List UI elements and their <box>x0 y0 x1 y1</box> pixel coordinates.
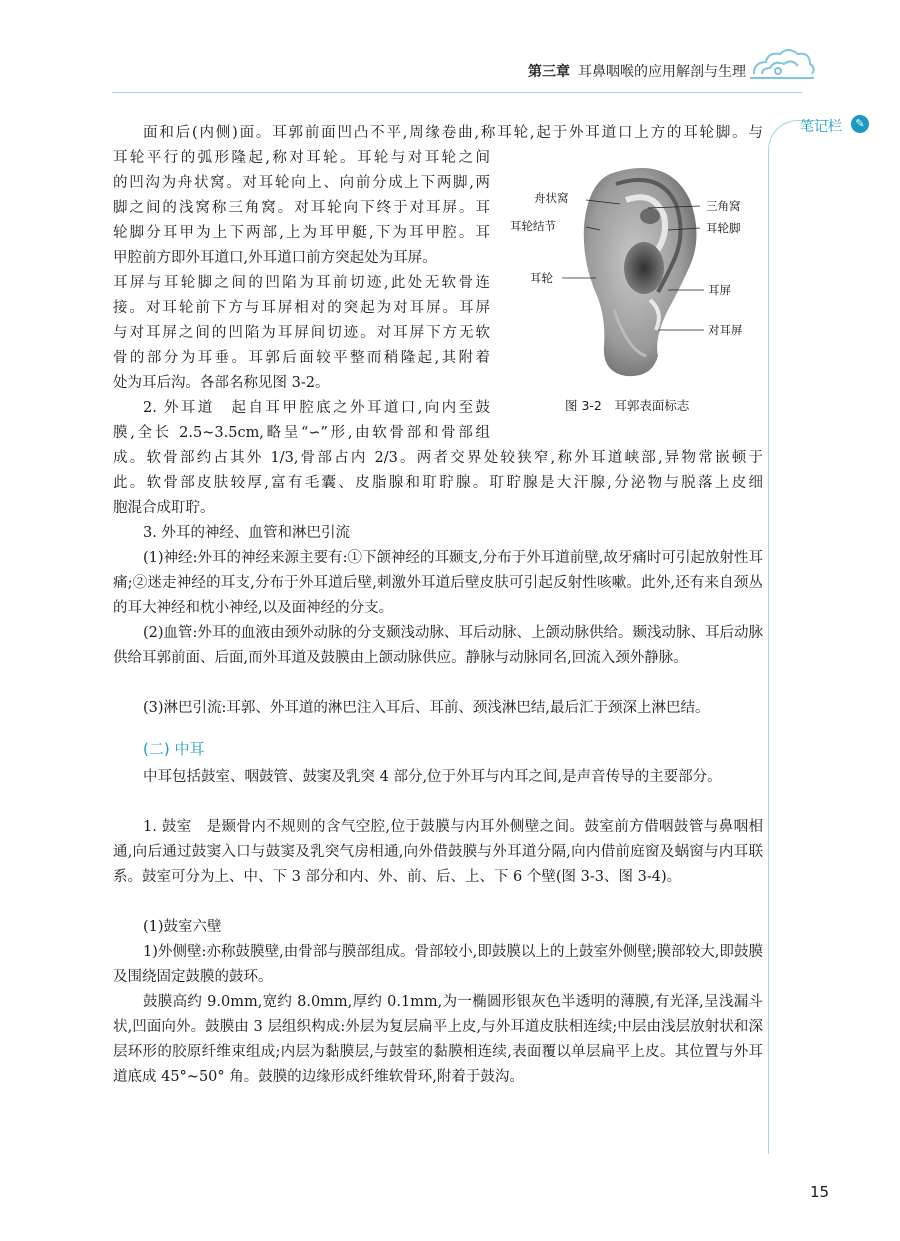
chapter-title: 耳鼻咽喉的应用解剖与生理 <box>578 64 746 80</box>
text-line: 处为耳后沟。各部名称见图 3-2。 <box>113 375 330 391</box>
notebook-icon: ✎ <box>851 115 869 133</box>
paragraph-membrane: 鼓膜高约 9.0mm,宽约 8.0mm,厚约 0.1mm,为一椭圆形银灰色半透明的薄膜,有光泽,呈浅漏斗状,凹面向外。鼓膜由 3 层组织构成:外层为复层扁平上皮,与外耳道皮肤相连续;中层由浅层放射状和深层环形的胶原纤维束组成;内层为黏膜层,与鼓室的黏膜相连续,表面覆以单层扁平上皮。其位置与外耳道底成 45°~50° 角。鼓膜的边缘形成纤维软骨环,附着于鼓沟。 <box>113 994 763 1085</box>
text-line: 脚之间的浅窝称三角窝。对耳轮向下终于对耳屏。耳 <box>113 200 490 216</box>
section-heading: 3. 外耳的神经、血管和淋巴引流 <box>143 525 350 541</box>
label-antitragus: 对耳屏 <box>708 323 743 337</box>
paragraph-lymph: (3)淋巴引流:耳郭、外耳道的淋巴注入耳后、耳前、颈浅淋巴结,最后汇于颈深上淋巴结。 <box>143 700 710 716</box>
ear-figure <box>510 160 768 385</box>
chapter-label: 第三章 <box>528 64 570 80</box>
text-line: 耳屏与耳轮脚之间的凹陷为耳前切迹,此处无软骨连 <box>113 275 490 291</box>
page-number: 15 <box>810 1183 830 1201</box>
subsection-heading: (1)鼓室六壁 <box>143 919 222 935</box>
paragraph-tympanum: 1. 鼓室 是颞骨内不规则的含气空腔,位于鼓膜与内耳外侧壁之间。鼓室前方借咽鼓管与鼻咽相通,向后通过鼓窦入口与鼓窦及乳突气房相通,向外借鼓膜与外耳道分隔,向内借前庭窗及蜗窗与内耳联系。鼓室可分为上、中、下 3 部分和内、外、前、后、上、下 6 个壁(图 3-3、图 3-4)。 <box>113 819 763 885</box>
text-line: 成。软骨部约占其外 1/3,骨部占内 2/3。两者交界处较狭窄,称外耳道峡部,异物常嵌顿于 <box>113 450 763 466</box>
text-line: 甲腔前方即外耳道口,外耳道口前方突起处为耳屏。 <box>113 250 437 266</box>
text-line: 面和后(内侧)面。耳郭前面凹凸不平,周缘卷曲,称耳轮,起于外耳道口上方的耳轮脚。与 <box>143 125 763 141</box>
label-crus-of-helix: 耳轮脚 <box>706 221 741 235</box>
paragraph-vessel: (2)血管:外耳的血液由颈外动脉的分支颞浅动脉、耳后动脉、上颌动脉供给。颞浅动脉、耳后动脉供给耳郭前面、后面,而外耳道及鼓膜由上颌动脉供应。静脉与动脉同名,回流入颈外静脉。 <box>113 625 763 666</box>
running-header <box>528 61 746 81</box>
label-helix: 耳轮 <box>530 271 553 285</box>
text-line: 轮脚分耳甲为上下两部,上为耳甲艇,下为耳甲腔。耳 <box>113 225 490 241</box>
text-line: 胞混合成耵聍。 <box>113 500 215 516</box>
notes-column-label: 笔记栏 <box>800 119 842 135</box>
text-line: 接。对耳轮前下方与耳屏相对的突起为对耳屏。耳屏 <box>113 300 490 316</box>
text-line: 与对耳屏之间的凹陷为耳屏间切迹。对耳屏下方无软 <box>113 325 490 341</box>
text-line: 耳轮平行的弧形隆起,称对耳轮。耳轮与对耳轮之间 <box>113 150 490 166</box>
label-helix-tubercle: 耳轮结节 <box>510 219 556 233</box>
paragraph-middle-ear: 中耳包括鼓室、咽鼓管、鼓窦及乳突 4 部分,位于外耳与内耳之间,是声音传导的主要部分。 <box>143 769 722 785</box>
paragraph-lateral-wall: 1)外侧壁:亦称鼓膜壁,由骨部与膜部组成。骨部较小,即鼓膜以上的上鼓室外侧壁;膜部较大,即鼓膜及围绕固定鼓膜的鼓环。 <box>113 944 763 985</box>
sidebar-rule <box>768 150 769 1154</box>
label-triangular-fossa: 三角窝 <box>706 199 741 213</box>
text-line: 2. 外耳道 起自耳甲腔底之外耳道口,向内至鼓 <box>143 400 490 416</box>
label-scaphoid-fossa: 舟状窝 <box>534 191 569 205</box>
section-heading-middle-ear: (二) 中耳 <box>143 740 205 758</box>
cloud-ornament-icon <box>748 44 818 84</box>
text-line: 膜,全长 2.5~3.5cm,略呈“∽”形,由软骨部和骨部组 <box>113 425 490 441</box>
figure-caption: 图 3-2 耳郭表面标志 <box>565 398 690 413</box>
text-line: 的凹沟为舟状窝。对耳轮向上、向前分成上下两脚,两 <box>113 175 490 191</box>
text-line: 骨的部分为耳垂。耳郭后面较平整而稍隆起,其附着 <box>113 350 490 366</box>
text-line: 此。软骨部皮肤较厚,富有毛囊、皮脂腺和耵聍腺。耵聍腺是大汗腺,分泌物与脱落上皮细 <box>113 475 763 491</box>
header-rule <box>112 92 802 93</box>
label-tragus: 耳屏 <box>708 283 731 297</box>
paragraph-nerve: (1)神经:外耳的神经来源主要有:①下颌神经的耳颞支,分布于外耳道前壁,故牙痛时可引起放射性耳痛;②迷走神经的耳支,分布于外耳道后壁,刺激外耳道后壁皮肤可引起反射性咳嗽。此外,还有来自颈丛的耳大神经和枕小神经,以及面神经的分支。 <box>113 550 763 616</box>
